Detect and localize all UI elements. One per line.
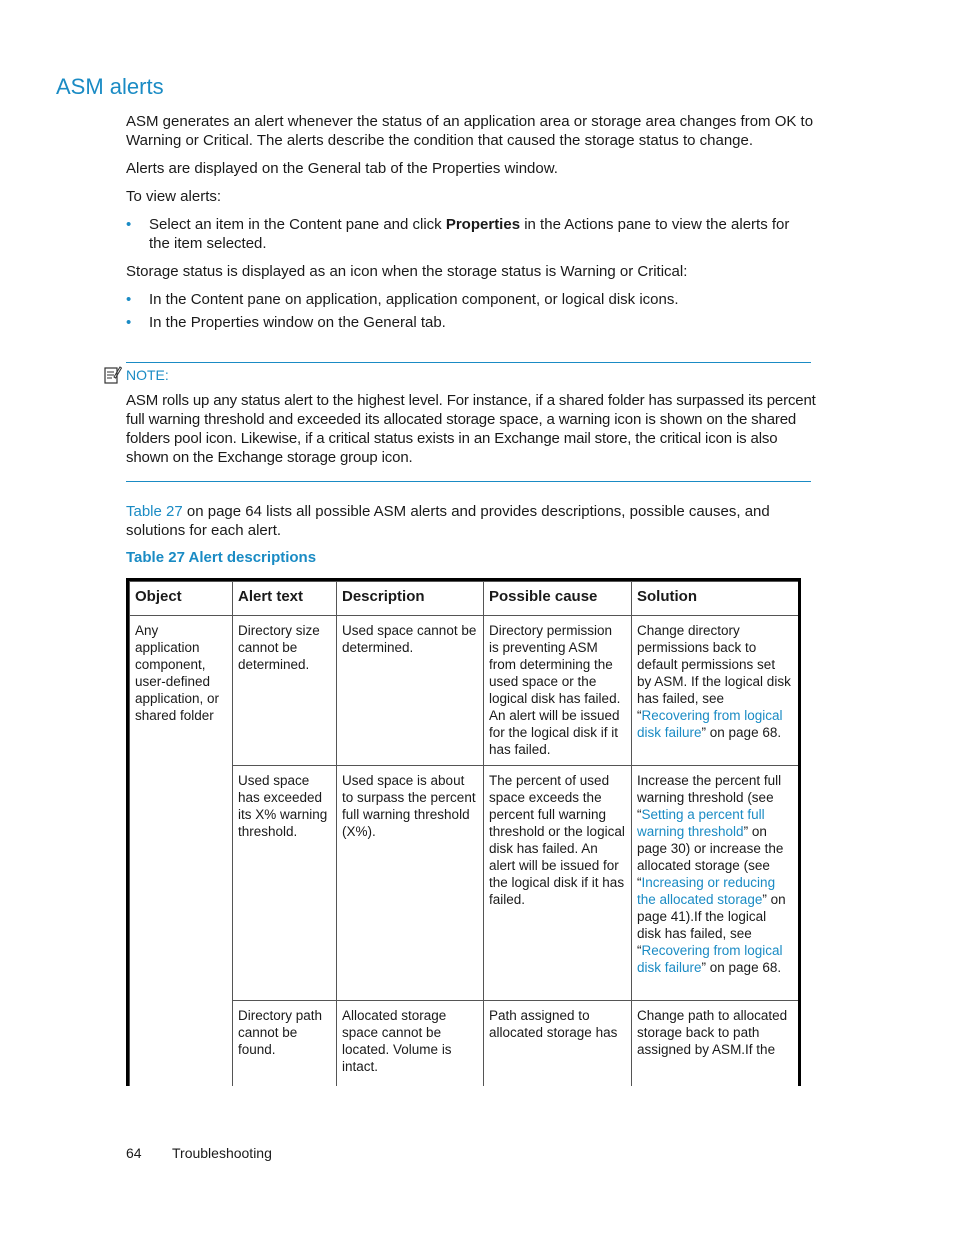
footer-section: Troubleshooting bbox=[172, 1145, 272, 1161]
page-title: ASM alerts bbox=[56, 74, 164, 99]
description-cell: Allocated storage space cannot be located. Volume is intact. bbox=[337, 1001, 484, 1087]
alert-descriptions-table bbox=[129, 581, 800, 1086]
increasing-storage-link[interactable]: Increasing or reducing the allocated storage bbox=[637, 875, 776, 907]
to-view-paragraph: To view alerts: bbox=[126, 188, 222, 205]
header-object: Object bbox=[130, 582, 233, 616]
solution-text: ” on page 68. bbox=[701, 960, 782, 975]
solution-text: Change path to allocated storage back to path assigned by ASM.If the bbox=[637, 1008, 788, 1057]
alert-cell: Used space has exceeded its X% warning threshold. bbox=[233, 766, 337, 1001]
table-frame-right bbox=[798, 578, 801, 1086]
note-top-rule bbox=[126, 362, 811, 363]
solution-text: ” on page 41).If the logical disk has failed, see “ bbox=[637, 892, 786, 958]
table-header-row bbox=[130, 582, 800, 616]
status-icon-paragraph: Storage status is displayed as an icon when the storage status is Warning or Critical: bbox=[126, 263, 688, 280]
cause-cell: Path assigned to allocated storage has bbox=[484, 1001, 632, 1087]
header-possible-cause: Possible cause bbox=[484, 582, 632, 616]
note-label: NOTE: bbox=[126, 367, 169, 383]
solution-text: ” on page 30) or increase the allocated storage (see “ bbox=[637, 824, 784, 890]
object-cell: Any application component, user-defined application, or shared folder bbox=[130, 616, 233, 1087]
header-alert-text: Alert text bbox=[233, 582, 337, 616]
status-bullet-1 bbox=[126, 290, 806, 309]
table-frame-top bbox=[126, 578, 801, 581]
view-alerts-step bbox=[126, 215, 806, 253]
note-text: ASM rolls up any status alert to the highest level. For instance, if a shared folder has surpassed its percent full warning threshold and exceeded its allocated storage space, a warning icon is shown on the shared folders pool icon. Likewise, if a critical status exists in an Exchange mail store, the critical icon is also shown on the Exchange storage group icon. bbox=[126, 392, 816, 466]
page-number: 64 bbox=[126, 1145, 142, 1161]
table-reference-text: on page 64 lists all possible ASM alerts and provides descriptions, possible causes, and solutions for each alert. bbox=[126, 503, 770, 539]
bullet-icon: • bbox=[126, 314, 132, 331]
solution-cell bbox=[632, 616, 800, 766]
intro-paragraph: ASM generates an alert whenever the status of an application area or storage area changes from OK to Warning or Critical. The alerts describe the condition that caused the storage status to change. bbox=[126, 113, 814, 149]
recovering-logical-disk-link[interactable]: Recovering from logical disk failure bbox=[637, 708, 783, 740]
bullet-icon: • bbox=[126, 216, 132, 233]
setting-threshold-link[interactable]: Setting a percent full warning threshold bbox=[637, 807, 765, 839]
bullet-icon: • bbox=[126, 291, 132, 308]
description-cell: Used space is about to surpass the percent full warning threshold (X%). bbox=[337, 766, 484, 1001]
alert-cell: Directory path cannot be found. bbox=[233, 1001, 337, 1087]
solution-text: ” on page 68. bbox=[701, 725, 782, 740]
description-cell: Used space cannot be determined. bbox=[337, 616, 484, 766]
bullet-text: In the Content pane on application, application component, or logical disk icons. bbox=[149, 291, 679, 308]
note-icon bbox=[104, 365, 122, 385]
cause-cell: Directory permission is preventing ASM from determining the used space or the logical disk has failed. An alert will be issued for the logical disk if it has failed. bbox=[484, 616, 632, 766]
general-tab-paragraph: Alerts are displayed on the General tab of the Properties window. bbox=[126, 160, 558, 177]
header-solution: Solution bbox=[632, 582, 800, 616]
status-bullet-2 bbox=[126, 313, 806, 332]
step-text-before: Select an item in the Content pane and click bbox=[149, 216, 446, 233]
table-27-link[interactable]: Table 27 bbox=[126, 503, 183, 520]
properties-keyword: Properties bbox=[445, 216, 521, 233]
solution-text: Increase the percent full warning threshold (see “ bbox=[637, 773, 782, 822]
solution-cell bbox=[632, 766, 800, 1001]
table-reference-paragraph bbox=[126, 502, 816, 540]
recovering-logical-disk-link[interactable]: Recovering from logical disk failure bbox=[637, 943, 783, 975]
bullet-text: In the Properties window on the General tab. bbox=[149, 314, 446, 331]
alert-table-container bbox=[126, 578, 802, 1086]
table-caption: Table 27 Alert descriptions bbox=[126, 549, 317, 566]
note-bottom-rule bbox=[126, 481, 811, 482]
alert-cell: Directory size cannot be determined. bbox=[233, 616, 337, 766]
header-description: Description bbox=[337, 582, 484, 616]
table-row bbox=[130, 616, 800, 766]
cause-cell: The percent of used space exceeds the percent full warning threshold or the logical disk has failed. An alert will be issued for the logical disk if it has failed. bbox=[484, 766, 632, 1001]
step-text-after: in the Actions pane to view the alerts for the item selected. bbox=[149, 216, 790, 252]
solution-cell bbox=[632, 1001, 800, 1087]
table-frame-left bbox=[126, 578, 129, 1086]
solution-text: Change directory permissions back to default permissions set by ASM. If the logical disk has failed, see “ bbox=[637, 623, 791, 723]
